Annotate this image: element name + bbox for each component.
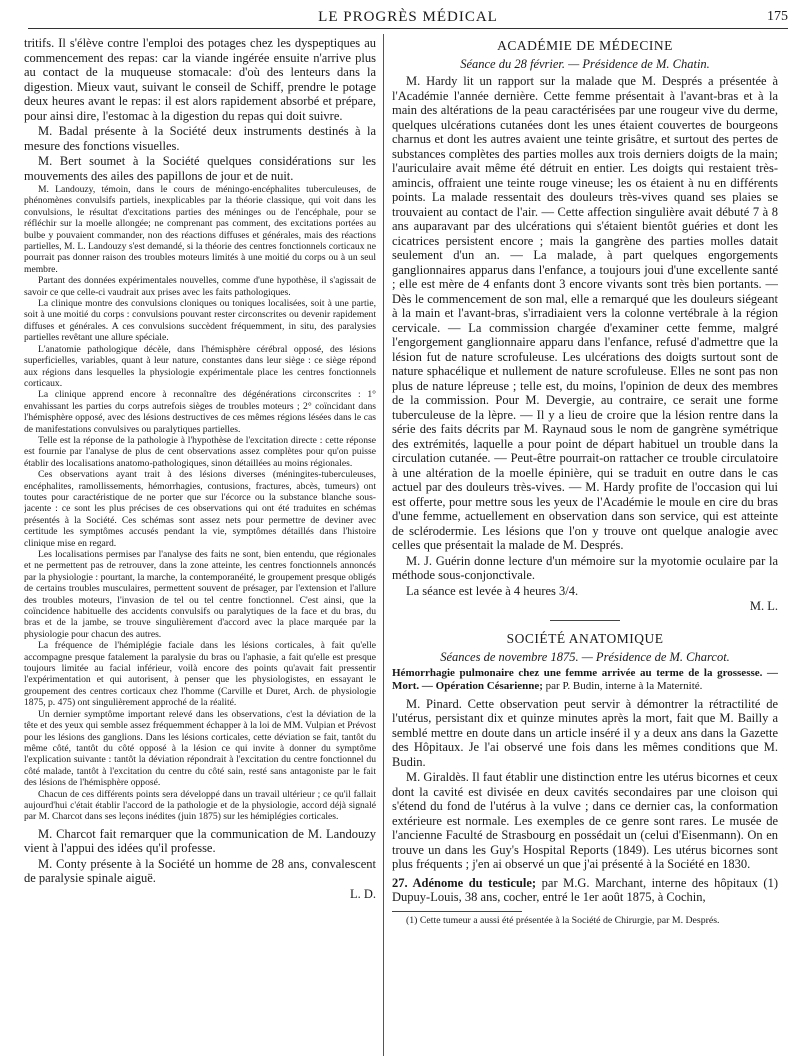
- paragraph: M. Badal présente à la Société deux instruments destinés à la mesure des fonctions visuelles.: [24, 124, 376, 153]
- small-paragraph: La fréquence de l'hémiplégie faciale dans les lésions corticales, à fait qu'elle accompagne presque fatalement la paralysie du bras ou l'aphasie, a fait qu'elle est presque toujours limitée au facial inférieur, voilà encore des points qu'avait fait pressentir l'expérimentation et qui autorisent, à penser que les physiologistes, en essayant le groupement des centres corticaux chez l'homme (Carville et Duret, Arch. de physiologie 1875, p. 475) ont singulièrement approché de la réalité.: [24, 640, 376, 709]
- section-title: ACADÉMIE DE MÉDECINE: [497, 38, 673, 53]
- author-signature: L. D.: [349, 886, 376, 901]
- small-paragraph: Partant des données expérimentales nouvelles, comme d'une hypothèse, il s'agissait de savoir ce que celle-ci vaudrait aux prises avec les faits pathologiques.: [24, 275, 376, 298]
- section-title: SOCIÉTÉ ANATOMIQUE: [506, 630, 664, 646]
- paragraph: M. Pinard. Cette observation peut servir à démontrer la rétractilité de l'utérus, persistant dix et quinze minutes après la mort, fait que M. Bailly a semblé mettre en doute dans un article inséré il y a deux ans dans la Gazette des Hôpitaux. Je l'ai observé une fois dans les mêmes conditions que M. Budin.: [392, 696, 778, 769]
- small-paragraph: Telle est la réponse de la pathologie à l'hypothèse de l'excitation directe : cette réponse est fournie par l'analyse de plus de cent observations assez complètes pour qu'on puisse établir des localisations anatomo-pathologiques, sinon détaillées au moins régionales.: [24, 434, 376, 469]
- small-paragraph: M. Landouzy, témoin, dans le cours de méningo-encéphalites tuberculeuses, de phénomènes convulsifs partiels, inexplicables par la théorie classique, qui voit dans les convulsions, le résultat d'excitations parties des méninges ou de l'encéphale, pour se réfléchir sur la moelle allongée; ne comprenant pas comment, des excitations portées au bulbe y pouvaient commander, non des réactions diffuses et générales, mais des réactions partielles, M. L. Landouzy s'est demandé, si la théorie des centres fonctionnels corticaux ne pourrait pas donner raison des troubles moteurs limités à une moitié du corps ou à un seul membre.: [24, 184, 376, 275]
- journal-title: LE PROGRÈS MÉDICAL: [318, 9, 498, 25]
- author-signature: M. L.: [749, 599, 778, 613]
- paragraph: M. Conty présente à la Société un homme de 28 ans, convalescent de paralysie spinale aiguë.: [24, 856, 376, 886]
- column-divider: [383, 34, 384, 1056]
- case-title: Hémorrhagie pulmonaire chez une femme arrivée au terme de la grossesse. — Mort. — Opération Césarienne;: [392, 666, 778, 692]
- case-author: par P. Budin, interne à la Maternité.: [545, 679, 703, 692]
- page-number: 175: [767, 9, 788, 24]
- small-paragraph: Un dernier symptôme important relevé dans les observations, c'est la déviation de la tête et des yeux qui semble assez fréquemment échapper à la loi de MM. Vulpian et Prévost pour les lésions des ganglions. Dans les lésions corticales, cette déviation se fait, tantôt du même côté, tantôt du côté opposé à la lésion ce qui invite à donner du symptôme l'explication suivante : tantôt la déviation répondrait à l'excitation du centre fonctionnel du côté malade, tantôt à l'excitation du centre du côté sain, resté sans antagoniste par le fait des lésions de l'hémisphère opposé.: [24, 708, 376, 789]
- paragraph: M. J. Guérin donne lecture d'un mémoire sur la myotomie oculaire par la méthode sous-conjonctivale.: [392, 553, 778, 582]
- small-paragraph: Chacun de ces différents points sera développé dans un travail ultérieur ; ce qu'il fallait aujourd'hui c'était établir l'accord de la pathologie et de la physiologie, accord déjà signalé par M. Charcot dans ses leçons inédites (juin 1875) sur les hémiplégies corticales.: [24, 788, 376, 823]
- case-number-title: 27. Adénome du testicule;: [392, 875, 537, 890]
- paragraph: M. Bert soumet à la Société quelques considérations sur les mouvements des ailes des papillons de jour et de nuit.: [24, 154, 376, 183]
- section-rule: [550, 620, 620, 621]
- footnote: (1) Cette tumeur a aussi été présentée à la Société de Chirurgie, par M. Després.: [406, 914, 720, 926]
- left-column: [24, 36, 376, 1058]
- small-paragraph: La clinique montre des convulsions cloniques ou toniques localisées, soit à une partie, soit à une moitié du corps : convulsions pouvant rester circonscrites ou devenir rapidement diffuses et générales. A ces convulsions succèdent fréquemment, in situ, des paralysies partielles revêtant une allure spéciale.: [24, 298, 376, 344]
- paragraph: M. Giraldès. Il faut établir une distinction entre les utérus bicornes et ceux dont la cavité est divisée en deux cavités secondaires par une cloison qui s'étend du fond de l'utérus à la vulve ; dans ce dernier cas, la conformation extérieure est normale. Les exemples de ce genre sont rares. Le musée de l'ancienne Faculté de Strasbourg en possédait un (celui d'Eisenmann). On en trouve un dans les Guy's Hospital Reports (1849). Les utérus bicornes sont plus fréquents ; j'en ai observé un que j'ai présenté à la Société en 1830.: [392, 770, 778, 871]
- right-column: [392, 36, 778, 1058]
- paragraph: M. Charcot fait remarquer que la communication de M. Landouzy vient à l'appui des idées qu'il professe.: [24, 826, 376, 856]
- paragraph: tritifs. Il s'élève contre l'emploi des potages chez les dyspeptiques au commencement des repas: car la viande ingérée ensuite n'arrive plus au contact de la muqueuse stomacale: d'où des lenteurs dans la digestion. Mieux vaut, suivant le conseil de Schiff, prendre le potage deux heures avant le repas: il est alors rapidement absorbé et prépare, pour ainsi dire, l'estomac à la digestion du repas qui doit suivre.: [24, 36, 376, 123]
- page-header: [28, 6, 788, 29]
- small-paragraph: Les localisations permises par l'analyse des faits ne sont, bien entendu, que régionales et ne permettent pas de retrouver, dans la zone atteinte, les centres fonctionnels annoncés par la physiologie : pourtant, la marche, la contemporanéité, le groupement presque obligés de certains troubles musculaires, permettent souvent de présager, par l'extension et l'allure des troubles moteurs, l'invasion de tel ou tel centre fonctionnel. C'est ainsi, que la coïncidence habituelle des accidents convulsifs ou paralytiques de la face et du bras, du bras et de la jambe, se trouve singulièrement d'accord avec la place marquée par la physiologie pour chacun des autres.: [24, 549, 376, 640]
- small-paragraph: Ces observations ayant trait à des lésions diverses (méningites-tuberculeuses, encéphalites, ramollissements, hémorrhagies, contusions, fractures, abcès, tumeurs) ont toutes pour caractéristique de ne porter que sur l'écorce ou la substance blanche sous-jacente : ce sont les plus précises de ces observations qui ont été traduites en schémas présentés à la Société. Ces schémas sont assez nets pour permettre de deviner avec certitude les symptômes accusés pendant la vie, symptômes détaillés dans l'histoire clinique mise en regard.: [24, 469, 376, 549]
- case-heading: [392, 667, 778, 693]
- session-line: Séances de novembre 1875. — Présidence de M. Charcot.: [440, 649, 730, 664]
- small-paragraph: L'anatomie pathologique décèle, dans l'hémisphère cérébral opposé, des lésions superficielles, variables, quant à leur nature, constantes dans leur siège : ce siège répond aux régions dans lesquelles la physiologie expérimentale place les centres fonctionnels corticaux.: [24, 343, 376, 389]
- small-paragraph: La clinique apprend encore à reconnaître des dégénérations circonscrites : 1° envahissant les parties du corps autrefois sièges de troubles moteurs ; 2° coïncidant dans l'hémisphère opposé, avec des lésions destructives de ces mêmes régions lésées dans le cas de manifestations convulsives ou paralytiques partielles.: [24, 389, 376, 435]
- paragraph: La séance est levée à 4 heures 3/4.: [406, 583, 579, 598]
- footnote-rule: [392, 911, 522, 912]
- case-paragraph: [392, 876, 778, 905]
- paragraph: M. Hardy lit un rapport sur la malade que M. Després a présentée à l'Académie l'année dernière. Cette femme présentait à l'avant-bras et à la main des altérations de la peau caractérisées par une rougeur vive du derme, quelques ulcérations cutanées dont les unes étaient couvertes de bourgeons charnus et dont les autres avaient une teinte grisâtre, et surtout des pertes de substances complètes des parties molles aux trois derniers doigts de la main; l'auriculaire avait même été détruit en entier. Les doigts qui restaient très-amincis, offraient une teinte rouge vineuse; les os étaient à nu en différents points. La malade ressentait des douleurs très-vives quand ses plaies se trouvaient au contact de l'air. — Cette affection singulière avait débuté 7 à 8 ans auparavant par des ulcérations qui s'étaient bientôt guéries et dont les cicatrices persistent encore ; mais la gangrène des parties molles datait seulement d'un an. — La malade, à part quelques engorgements ganglionnaires apparus dans l'enfance, a toujours joui d'une excellente santé ; elle est mère de 4 enfants dont 3 encore vivants sont très bien portants. — Dès le commencement de son mal, elle a remarqué que les douleurs siégeant à la main et l'avant-bras, s'irradiaient vers la colonne vertébrale à la région cervicale. — La commission chargée d'examiner cette femme, malgré l'engorgement ganglionnaire apparu dans l'enfance, refusé d'admettre que la lésion fut de nature scrofuleuse. Les ulcérations des doigts surtout sont de nature sphacélique et nullement de nature scrofuleuse. Elles ne sont pas non plus de nature lépreuse ; telle est, du moins, l'opinion de deux des membres de la commission. Pour M. Devergie, au contraire, ce serait une forme tuberculeuse de la lèpre. — Il y a lieu de croire que la lésion rentre dans la série des faits décrits par M. Raynaud sous le nom de gangrène symétrique des extrémités, laquelle a pour point de départ habituel un trouble dans la circulation cutanée. — Peut-être pourrait-on rattacher ce trouble circulatoire à une altération de la moelle épinière, qui se traduit en outre dans le cas actuel par des douleurs très-vives. — M. Hardy profite de l'occasion qui lui est offerte, pour mettre sous les yeux de l'Académie le moule en cire du bras d'une femme, actuellement en observation dans son service, qui est atteinte de sclérodermie. Les lésions que l'on y trouve ont quelque analogie avec celles que présentait la malade de M. Després.: [392, 74, 778, 552]
- session-line: Séance du 28 février. — Présidence de M. Chatin.: [460, 57, 710, 71]
- case-text: par M.G. Marchant, interne des hôpitaux (1) Dupuy-Louis, 38 ans, cocher, entré le 1er août 1875, à Cochin,: [392, 875, 778, 904]
